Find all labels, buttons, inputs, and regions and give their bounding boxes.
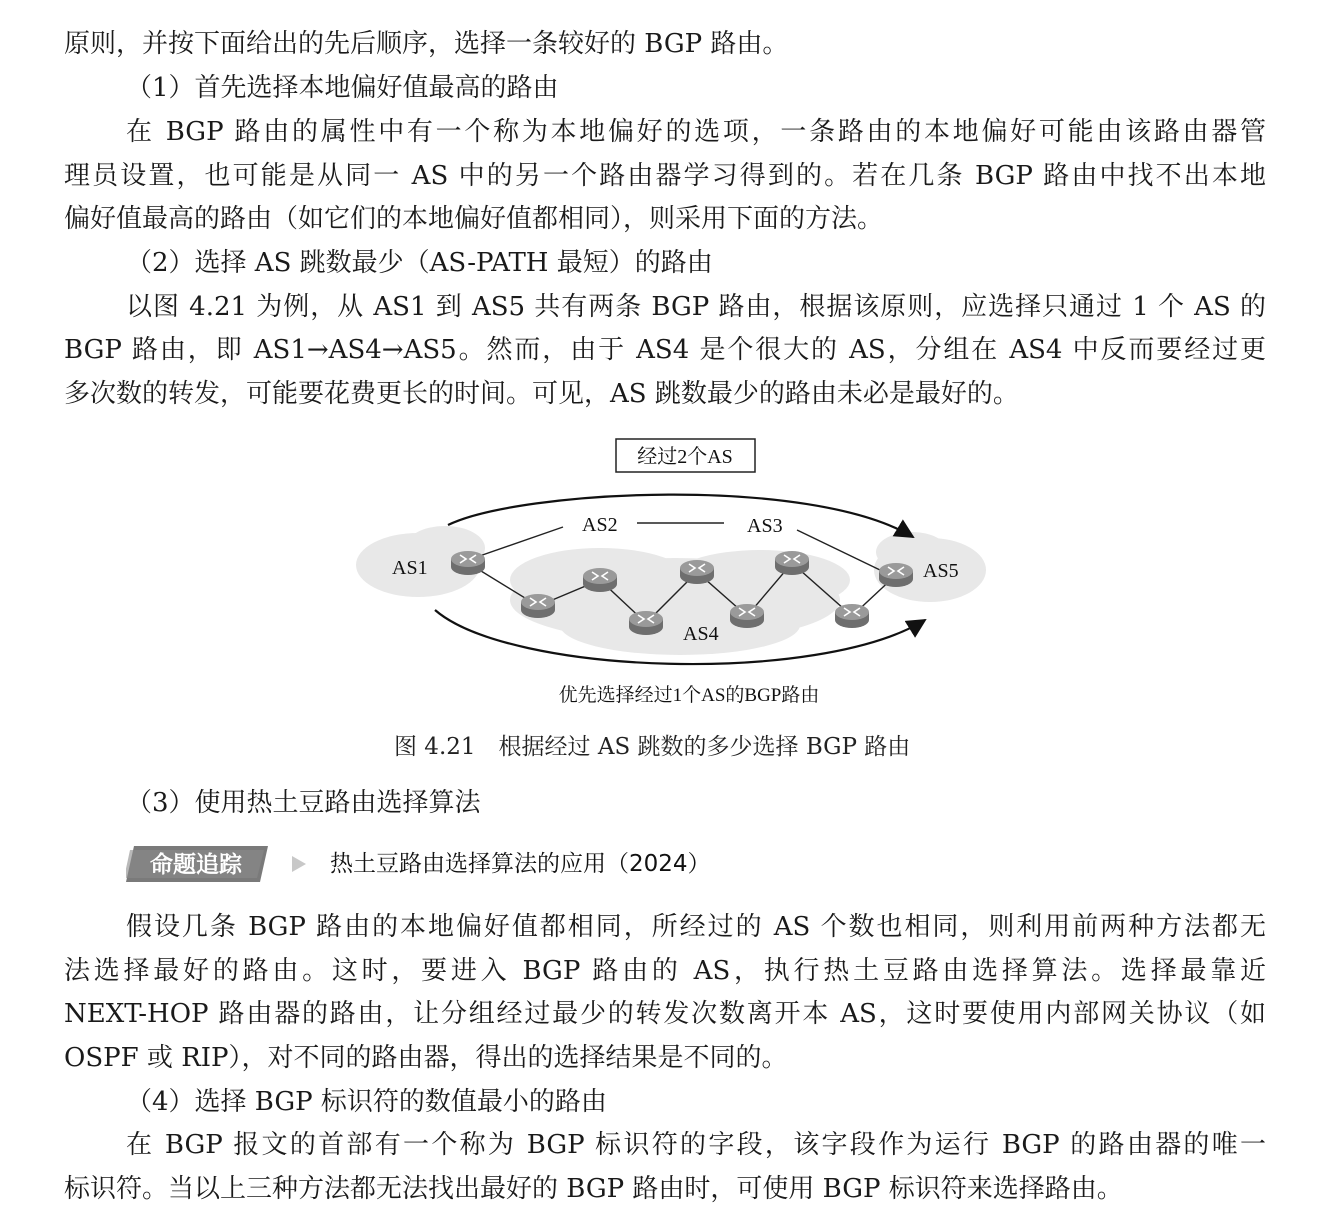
as3-label: AS3 xyxy=(747,515,783,537)
paragraph-line: NEXT-HOP 路由器的路由，让分组经过最少的转发次数离开本 AS，这时要使用内部网关协议（如 xyxy=(64,999,1266,1029)
paragraph-line: 假设几条 BGP 路由的本地偏好值都相同，所经过的 AS 个数也相同，则利用前两种方法都无 xyxy=(126,912,1266,942)
router-icon xyxy=(879,563,913,587)
router-icon xyxy=(583,568,617,592)
paragraph-line: BGP 路由，即 AS1→AS4→AS5。然而，由于 AS4 是个很大的 AS，分组在 AS4 中反而要经过更 xyxy=(64,335,1266,365)
paragraph-line: 在 BGP 报文的首部有一个称为 BGP 标识符的字段，该字段作为运行 BGP 的路由器的唯一 xyxy=(126,1130,1266,1160)
paragraph-line: 理员设置，也可能是从同一 AS 中的另一个路由器学习得到的。若在几条 BGP 路由中找不出本地 xyxy=(64,161,1266,191)
paragraph-line: 以图 4.21 为例，从 AS1 到 AS5 共有两条 BGP 路由，根据该原则，应选择只通过 1 个 AS 的 xyxy=(126,292,1266,322)
heading-rule-3: （3）使用热土豆路由选择算法 xyxy=(126,788,481,818)
badge-label: 命题追踪 xyxy=(150,852,242,878)
router-icon xyxy=(835,604,869,628)
as2-label: AS2 xyxy=(582,514,618,536)
as5-label: AS5 xyxy=(923,560,959,582)
paragraph-line: 原则，并按下面给出的先后顺序，选择一条较好的 BGP 路由。 xyxy=(64,29,789,59)
bottom-label: 优先选择经过1个AS的BGP路由 xyxy=(558,685,820,706)
heading-rule-4: （4）选择 BGP 标识符的数值最小的路由 xyxy=(126,1087,607,1117)
paragraph-line: 偏好值最高的路由（如它们的本地偏好值都相同），则采用下面的方法。 xyxy=(64,204,884,234)
heading-rule-1: （1）首先选择本地偏好值最高的路由 xyxy=(126,73,559,103)
topic-tracking-badge xyxy=(126,846,268,882)
paragraph-line: 在 BGP 路由的属性中有一个称为本地偏好的选项，一条路由的本地偏好可能由该路由器管 xyxy=(126,117,1266,147)
router-icon xyxy=(775,551,809,575)
router-icon xyxy=(521,594,555,618)
figure-caption: 图 4.21 根据经过 AS 跳数的多少选择 BGP 路由 xyxy=(394,734,911,760)
as4-label: AS4 xyxy=(683,623,719,645)
paragraph-line: 多次数的转发，可能要花费更长的时间。可见，AS 跳数最少的路由未必是最好的。 xyxy=(64,379,1019,409)
upper-arc xyxy=(448,495,913,537)
router-icon xyxy=(680,560,714,584)
router-icon xyxy=(629,611,663,635)
top-label: 经过2个AS xyxy=(637,446,733,468)
paragraph-line: 标识符。当以上三种方法都无法找出最好的 BGP 路由时，可使用 BGP 标识符来选择路由。 xyxy=(64,1174,1123,1204)
heading-rule-2: （2）选择 AS 跳数最少（AS-PATH 最短）的路由 xyxy=(126,248,713,278)
paragraph-line: OSPF 或 RIP），对不同的路由器，得出的选择结果是不同的。 xyxy=(64,1043,788,1073)
bgp-as-path-diagram xyxy=(340,430,1000,720)
router-icon xyxy=(730,604,764,628)
topic-tracking-text: 热土豆路由选择算法的应用（2024） xyxy=(330,851,711,877)
router-icon xyxy=(451,551,485,575)
triangle-right-icon xyxy=(290,855,308,873)
paragraph-line: 法选择最好的路由。这时，要进入 BGP 路由的 AS，执行热土豆路由选择算法。选择最靠近 xyxy=(64,956,1266,986)
as1-label: AS1 xyxy=(392,557,428,579)
